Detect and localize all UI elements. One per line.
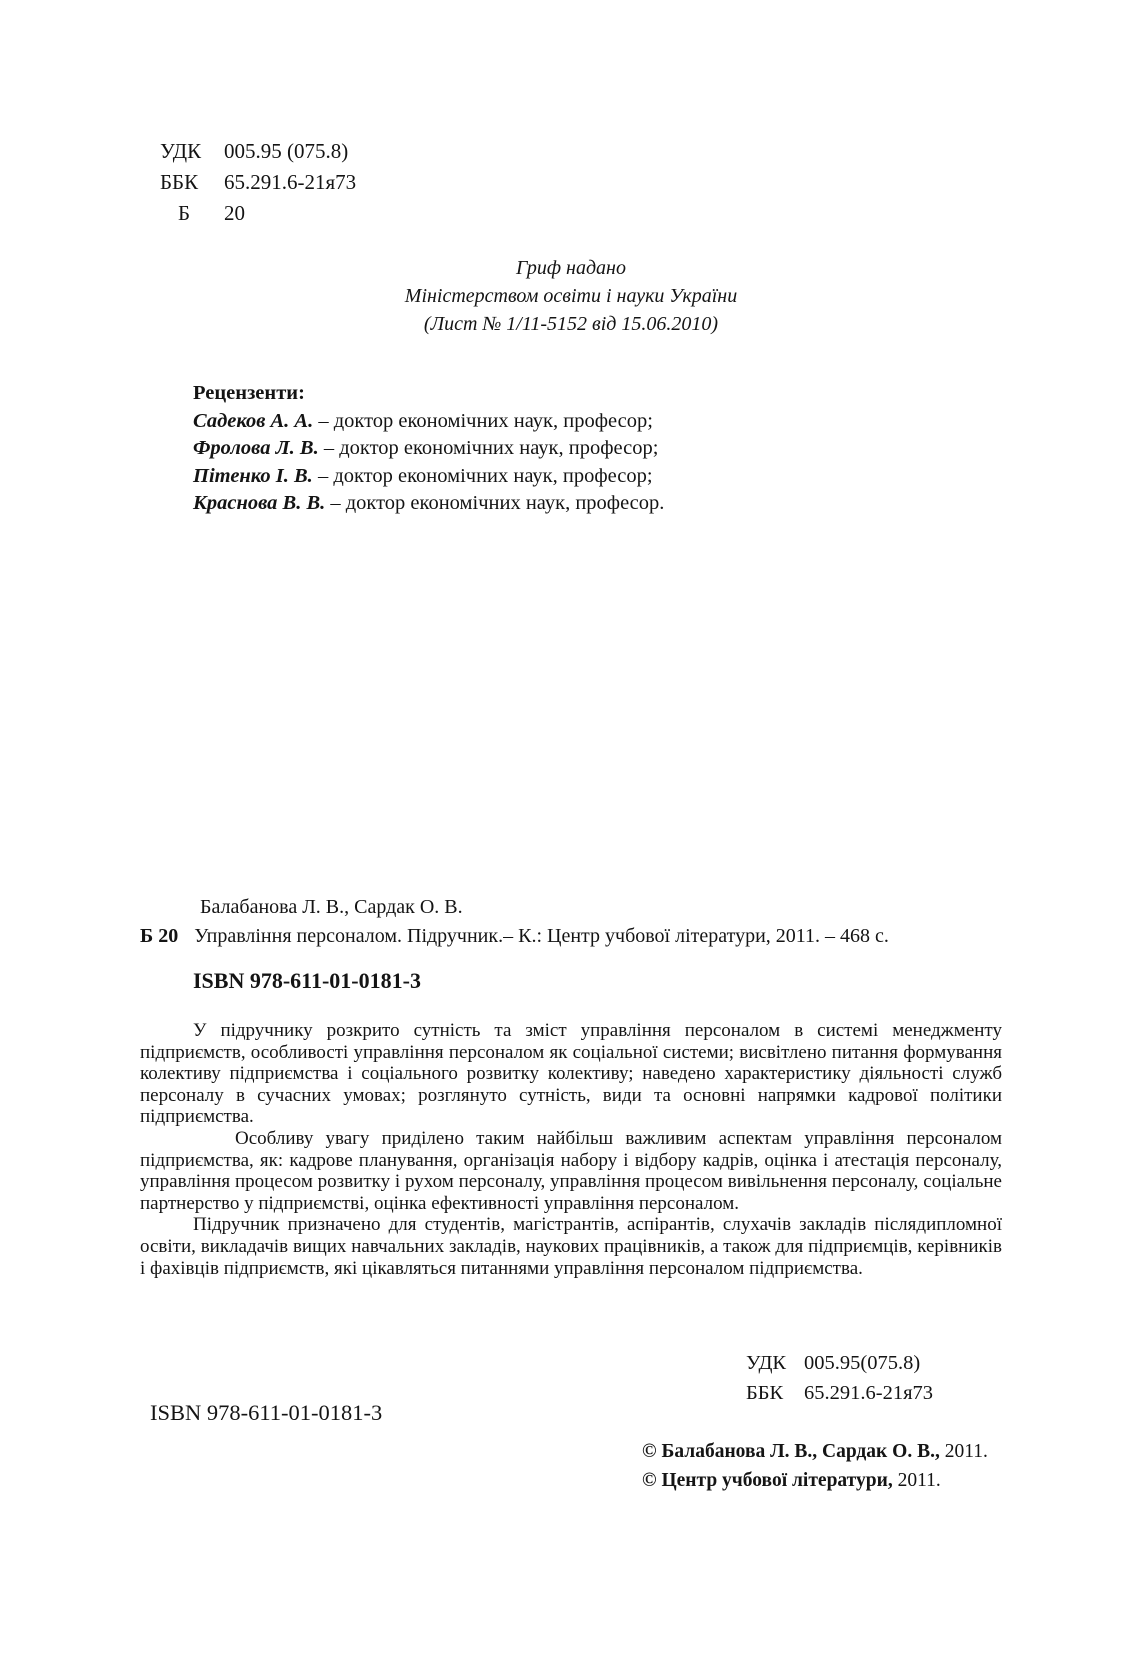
udk-label: УДК: [746, 1352, 787, 1374]
cataloging-code: Б 20: [140, 925, 179, 947]
author-sign-line: [160, 198, 356, 229]
annotation-block: [140, 1020, 1002, 1279]
reviewer-desc: – доктор економічних наук, професор;: [318, 437, 659, 460]
udk-label: УДК: [160, 139, 202, 163]
bottom-classification-codes: [746, 1348, 933, 1408]
grif-line-3: (Лист № 1/11-5152 від 15.06.2010): [423, 313, 719, 335]
grif-line-1: Гриф надано: [516, 257, 626, 279]
copyright-year: 2011.: [939, 1441, 988, 1462]
copyright-year: 2011.: [892, 1470, 941, 1491]
reviewer-desc: – доктор економічних наук, професор;: [313, 409, 653, 432]
reviewer-desc: – доктор економічних наук, професор;: [312, 464, 653, 487]
reviewer-name: Садеков А. А.: [193, 409, 314, 432]
isbn-main: ISBN 978-611-01-0181-3: [193, 968, 421, 993]
reviewer-name: Фролова Л. В.: [193, 437, 319, 460]
bbk-value: 65.291.6-21я73: [804, 1382, 934, 1404]
author-sign-label: Б: [178, 201, 191, 225]
reviewer-desc: – доктор економічних наук, професор.: [325, 492, 665, 515]
bbk-value: 65.291.6-21я73: [224, 170, 357, 194]
udk-value: 005.95 (075.8): [224, 139, 349, 163]
cataloging-authors: Балабанова Л. В., Сардак О. В.: [200, 896, 463, 918]
udk-top-line: [160, 136, 356, 167]
reviewer-item: [193, 408, 664, 436]
bbk-bottom-line: [746, 1378, 933, 1408]
reviewer-name: Краснова В. В.: [193, 492, 326, 515]
reviewers-heading: Рецензенти:: [193, 382, 305, 404]
cataloging-entry-line: [140, 925, 889, 948]
top-classification-codes: [160, 136, 356, 229]
reviewer-item: [193, 490, 664, 518]
bbk-top-line: [160, 167, 356, 198]
reviewer-item: [193, 463, 664, 491]
copyright-block: [642, 1437, 988, 1495]
copyright-holder: © Центр учбової літератури,: [642, 1470, 893, 1491]
cataloging-entry: Управління персоналом. Підручник.– К.: Центр учбової літератури, 2011. – 468 с.: [194, 925, 889, 947]
bbk-label: ББК: [160, 170, 199, 194]
udk-bottom-line: [746, 1348, 933, 1378]
bbk-label: ББК: [746, 1382, 784, 1404]
udk-value: 005.95(075.8): [804, 1352, 921, 1374]
copyright-line-publisher: [642, 1466, 988, 1495]
copyright-line-authors: [642, 1437, 988, 1466]
reviewer-name: Пітенко І. В.: [193, 464, 313, 487]
isbn-bottom: ISBN 978-611-01-0181-3: [150, 1400, 383, 1425]
grif-line-2: Міністерством освіти і науки України: [404, 285, 738, 307]
ministry-grif: [0, 254, 1142, 338]
reviewers-block: [193, 380, 664, 518]
annotation-paragraph-2: Особливу увагу приділено таким найбільш важливим аспектам управління персоналом підприємства, як: кадрове планування, організація набору і відбору кадрів, оцінка і атестація персоналу, управління процесом розвитку і рухом персоналу, управління процесом вивільнення персоналу, соціальне партнерство у підприємстві, оцінка ефективності управління персоналом.: [140, 1127, 1002, 1214]
author-sign-value: 20: [224, 201, 245, 225]
reviewer-item: [193, 435, 664, 463]
annotation-paragraph-3: Підручник призначено для студентів, магістрантів, аспірантів, слухачів закладів післядипломної освіти, викладачів вищих навчальних закладів, наукових працівників, а також для підприємців, керівників і фахівців підприємств, які цікавляться питаннями управління персоналом підприємства.: [140, 1214, 1002, 1279]
copyright-holder: © Балабанова Л. В., Сардак О. В.,: [642, 1441, 940, 1462]
annotation-paragraph-1: У підручнику розкрито сутність та зміст управління персоналом в системі менеджменту підприємств, особливості управління персоналом як соціальної системи; висвітлено питання формування колективу підприємства і соціального розвитку колективу; наведено характеристику діяльності служб персоналу в сучасних умовах; розглянуто сутність, види та основні напрямки кадрової політики підприємства.: [140, 1020, 1002, 1128]
